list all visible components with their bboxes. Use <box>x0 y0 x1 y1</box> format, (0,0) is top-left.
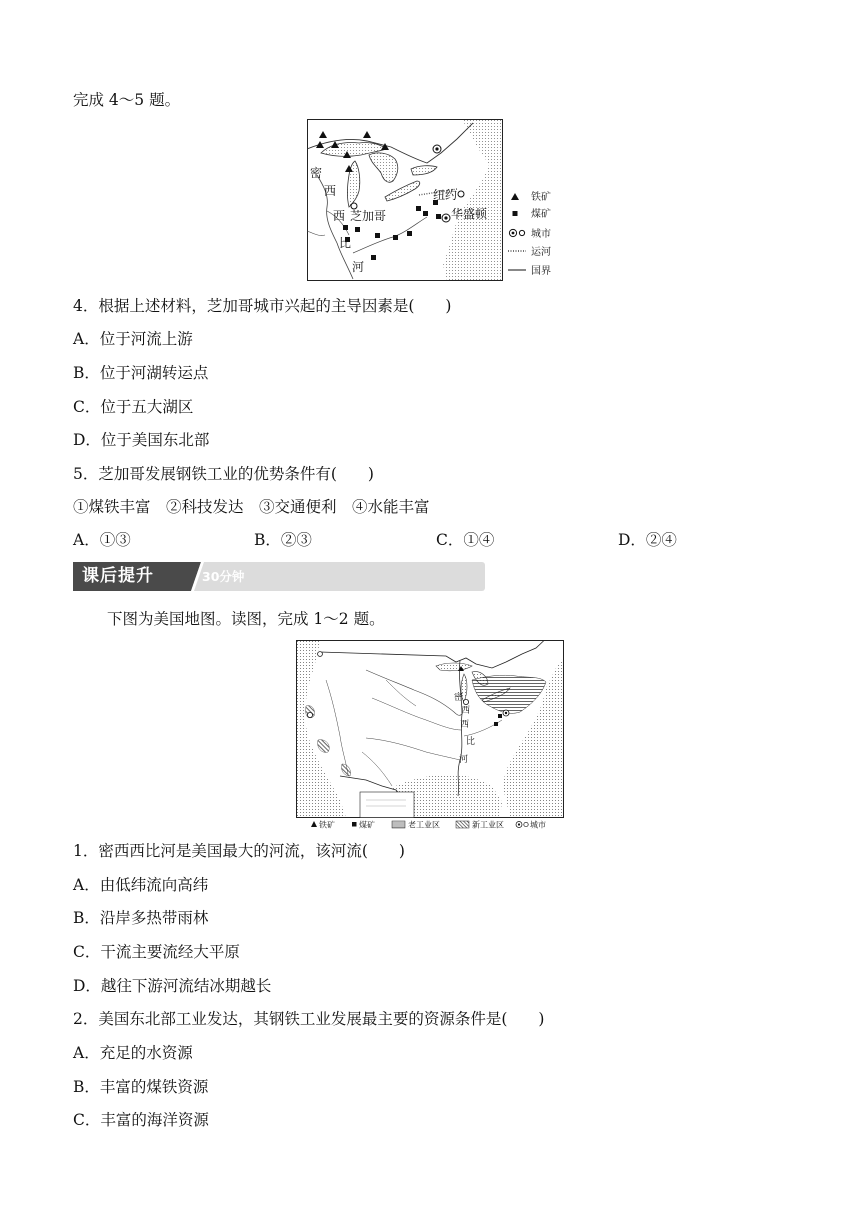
q5-stem: 5．芝加哥发展钢铁工业的优势条件有( ) <box>73 465 374 483</box>
legend-old-industry-icon <box>392 821 405 828</box>
label-xi2: 西 <box>460 720 470 730</box>
label-xi2: 西 <box>333 209 346 223</box>
coal-mine-icon <box>355 227 360 232</box>
legend-city-label: 城市 <box>531 229 551 240</box>
legend-coal-label: 煤矿 <box>531 209 551 220</box>
q4-option-d[interactable]: D．位于美国东北部 <box>73 431 210 449</box>
label-newyork: 纽约 <box>433 188 458 202</box>
intro-text-2: 下图为美国地图。读图，完成 1～2 题。 <box>107 610 385 628</box>
q2-option-b[interactable]: B．丰富的煤铁资源 <box>73 1078 209 1096</box>
inset-box <box>360 792 414 818</box>
legend-iron-label: 铁矿 <box>319 820 335 830</box>
label-mi: 密 <box>310 166 323 180</box>
coal-mine-icon <box>407 231 412 236</box>
q1-option-a[interactable]: A．由低纬流向高纬 <box>73 876 209 894</box>
legend-iron-label: 铁矿 <box>531 192 551 203</box>
legend-new-industry-label: 新工业区 <box>472 820 504 830</box>
coal-mine-icon <box>375 233 380 238</box>
city-icon <box>318 652 323 657</box>
q5-option-a[interactable]: A．①③ <box>73 531 131 549</box>
label-bi: 比 <box>466 737 476 747</box>
q1-stem: 1．密西西比河是美国最大的河流，该河流( ) <box>73 842 405 860</box>
legend-coal-icon <box>513 211 518 216</box>
q4-option-b[interactable]: B．位于河湖转运点 <box>73 364 209 382</box>
q4-option-a[interactable]: A．位于河流上游 <box>73 330 193 348</box>
coal-mine-icon <box>343 225 348 230</box>
q1-option-d[interactable]: D．越往下游河流结冰期越长 <box>73 977 272 995</box>
legend-border-label: 国界 <box>531 266 551 277</box>
q5-option-c[interactable]: C．①④ <box>436 531 495 549</box>
coal-mine-icon <box>371 255 376 260</box>
newyork-city-icon <box>458 191 464 197</box>
legend-canal-label: 运河 <box>531 247 551 258</box>
q2-option-c[interactable]: C．丰富的海洋资源 <box>73 1111 209 1129</box>
legend-coal-icon <box>352 822 357 827</box>
q1-option-b[interactable]: B．沿岸多热带雨林 <box>73 909 209 927</box>
label-mi: 密 <box>454 693 464 703</box>
q5-option-b[interactable]: B．②③ <box>254 531 312 549</box>
coal-mine-icon <box>436 214 441 219</box>
section-time: 30分钟 <box>202 569 245 584</box>
label-bi: 比 <box>339 236 352 250</box>
legend-coal-label: 煤矿 <box>359 820 375 830</box>
legend-city-label: 城市 <box>530 820 546 830</box>
intro-text-1: 完成 4～5 题。 <box>73 91 181 109</box>
legend-old-industry-label: 老工业区 <box>408 820 440 830</box>
coal-mine-icon <box>423 211 428 216</box>
q5-option-d[interactable]: D．②④ <box>618 531 677 549</box>
map1-legend <box>507 188 567 280</box>
coal-mine-icon <box>494 722 498 726</box>
q4-stem: 4．根据上述材料，芝加哥城市兴起的主导因素是( ) <box>73 297 452 315</box>
q1-option-c[interactable]: C．干流主要流经大平原 <box>73 943 240 961</box>
legend-iron-icon <box>511 193 519 200</box>
legend-new-industry-icon <box>456 821 469 828</box>
q4-option-c[interactable]: C．位于五大湖区 <box>73 398 194 416</box>
label-washington: 华盛顿 <box>451 207 488 221</box>
label-chicago: 芝加哥 <box>350 209 387 223</box>
label-he: 河 <box>459 755 469 765</box>
map2-legend <box>296 818 564 832</box>
section-title: 课后提升 <box>82 566 154 586</box>
legend-iron-icon <box>311 821 317 827</box>
q2-option-a[interactable]: A．充足的水资源 <box>73 1044 193 1062</box>
coal-mine-icon <box>416 206 421 211</box>
coal-mine-icon <box>498 714 502 718</box>
label-he: 河 <box>352 260 365 274</box>
q2-stem: 2．美国东北部工业发达，其钢铁工业发展最主要的资源条件是( ) <box>73 1010 545 1028</box>
label-xi1: 西 <box>461 706 471 716</box>
map-great-lakes <box>307 119 503 281</box>
coal-mine-icon <box>393 235 398 240</box>
label-xi1: 西 <box>324 184 337 198</box>
q5-conditions: ①煤铁丰富 ②科技发达 ③交通便利 ④水能丰富 <box>73 498 430 516</box>
city-icon <box>307 712 312 717</box>
map-usa <box>296 640 564 818</box>
city-icon <box>463 699 468 704</box>
